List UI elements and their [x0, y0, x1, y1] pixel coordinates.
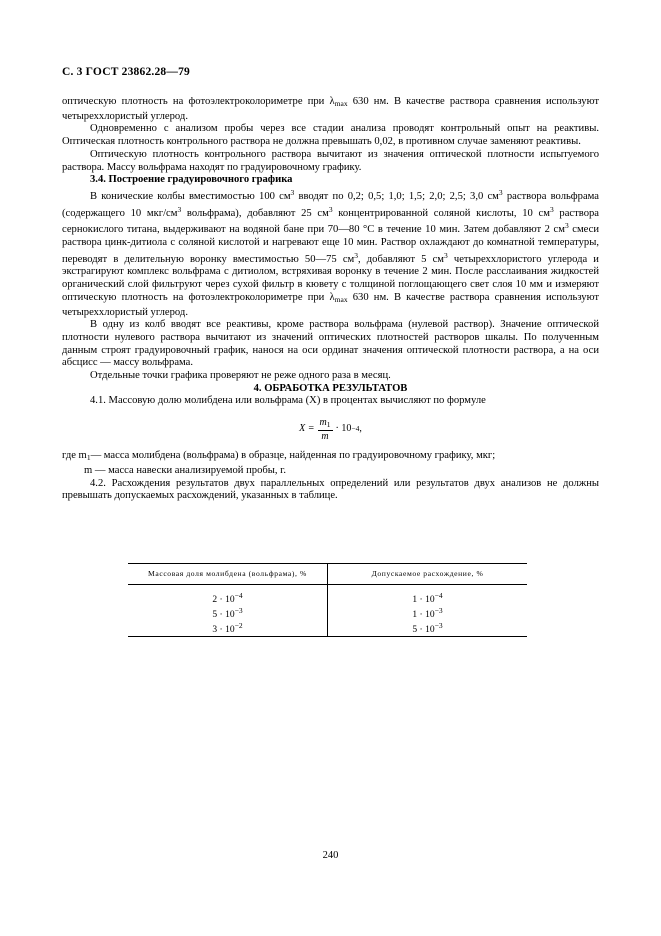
document-body: [62, 96, 599, 503]
table-row: $2 \cdot 10^{-4}$ $1 \cdot 10^{-4}$: [128, 585, 527, 606]
paragraph-subtract: Оптическую плотность контрольного раствора вычитают из значения оптической плотности испытуемого раствора. Массу вольфрама находят по градуировочному графику.: [62, 148, 599, 173]
table-row: $3 \cdot 10^{-2}$ $5 \cdot 10^{-3}$: [128, 621, 527, 637]
formula-legend-m1: где $m_1—$ масса молибдена (вольфрама) в образце, найденная по градуировочному графику, мкг;: [62, 450, 496, 463]
paragraph-check: Отдельные точки графика проверяют не реже одного раза в месяц.: [90, 370, 391, 382]
paragraph-continuation: оптическую плотность на фотоэлектроколориметре при $\lambda_{max}$ 630 нм. В качестве раствора сравнения используют четыреххлористый углерод.: [62, 96, 599, 122]
paragraph-4-1: 4.1. Массовую долю молибдена или вольфрама (X) в процентах вычисляют по формуле: [90, 395, 486, 407]
paragraph-control-test: Одновременно с анализом пробы через все стадии анализа проводят контрольный опыт на реактивы. Оптическая плотность контрольного раствора не должна превышать 0,02, в противном случае заменяют реактивы.: [62, 123, 599, 148]
paragraph-zero-solution: В одну из колб вводят все реактивы, кроме раствора вольфрама (нулевой раствор). Значение оптической плотности нулевого раствора вычитают из значений оптических плотностей растворов шкалы. По полученным данным строят градуировочный график, нанося на оси ординат значения оптической плотности раствора, а на оси абсцисс — массу вольфрама.: [62, 319, 599, 369]
formula: X = $\frac{m_1}{m}$ · 10 −4 ,: [299, 417, 362, 443]
page-number: 240: [322, 850, 339, 861]
tolerance-table: [128, 563, 527, 637]
table-row: $5 \cdot 10^{-3}$ $1 \cdot 10^{-3}$: [128, 606, 527, 621]
table-header-tolerance: Допускаемое расхождение, %: [328, 564, 528, 585]
subsection-title: 3.4. Построение градуировочного графика: [90, 174, 293, 186]
formula-fraction: $\frac{m_1}{m}$: [319, 417, 331, 443]
paragraph-calibration: В конические колбы вместимостью 100 $см^3$ вводят по 0,2; 0,5; 1,0; 1,5; 2,0; 2,5; 3,0 $см^3$ раствора вольфрама (содержащего 10 мкг/$см^3$ вольфрама), добавляют 25 $см^3$ концентрированной соляной кислоты, 10 $см^3$ раствора сернокислого титана, выдерживают на водяной бане при 70—80 °С в течение 10 мин. Затем добавляют 2 $см^3$ смеси раствора цинк-дитиола с соляной кислотой и нагревают еще 10 мин. Раствор охлаждают до комнатной температуры, переводят в делительную воронку вместимостью 50—75 $см^3$, добавляют 5 $см^3$ четыреххлористого углерода и экстрагируют комплекс вольфрама с дитиолом, встряхивая воронку в течение 2 мин. После расслаивания жидкостей органический слой фильтруют через сухой фильтр в кювету с толщиной поглощающего свет слоя 10 мм и измеряют оптическую плотность на фотоэлектроколориметре при $\lambda_{max}$ 630 нм. В качестве раствора сравнения используют четыреххлористый углерод.: [62, 187, 600, 318]
formula-legend-m: m — масса навески анализируемой пробы, г.: [84, 464, 286, 476]
paragraph-4-2: 4.2. Расхождения результатов двух параллельных определений или результатов двух анализов не должны превышать допускаемых расхождений, указанных в таблице.: [62, 477, 599, 502]
section-title: 4. ОБРАБОТКА РЕЗУЛЬТАТОВ: [253, 382, 408, 394]
table-header-fraction: Массовая доля молибдена (вольфрама), %: [128, 564, 328, 585]
document-header: С. 3 ГОСТ 23862.28—79: [62, 66, 190, 78]
